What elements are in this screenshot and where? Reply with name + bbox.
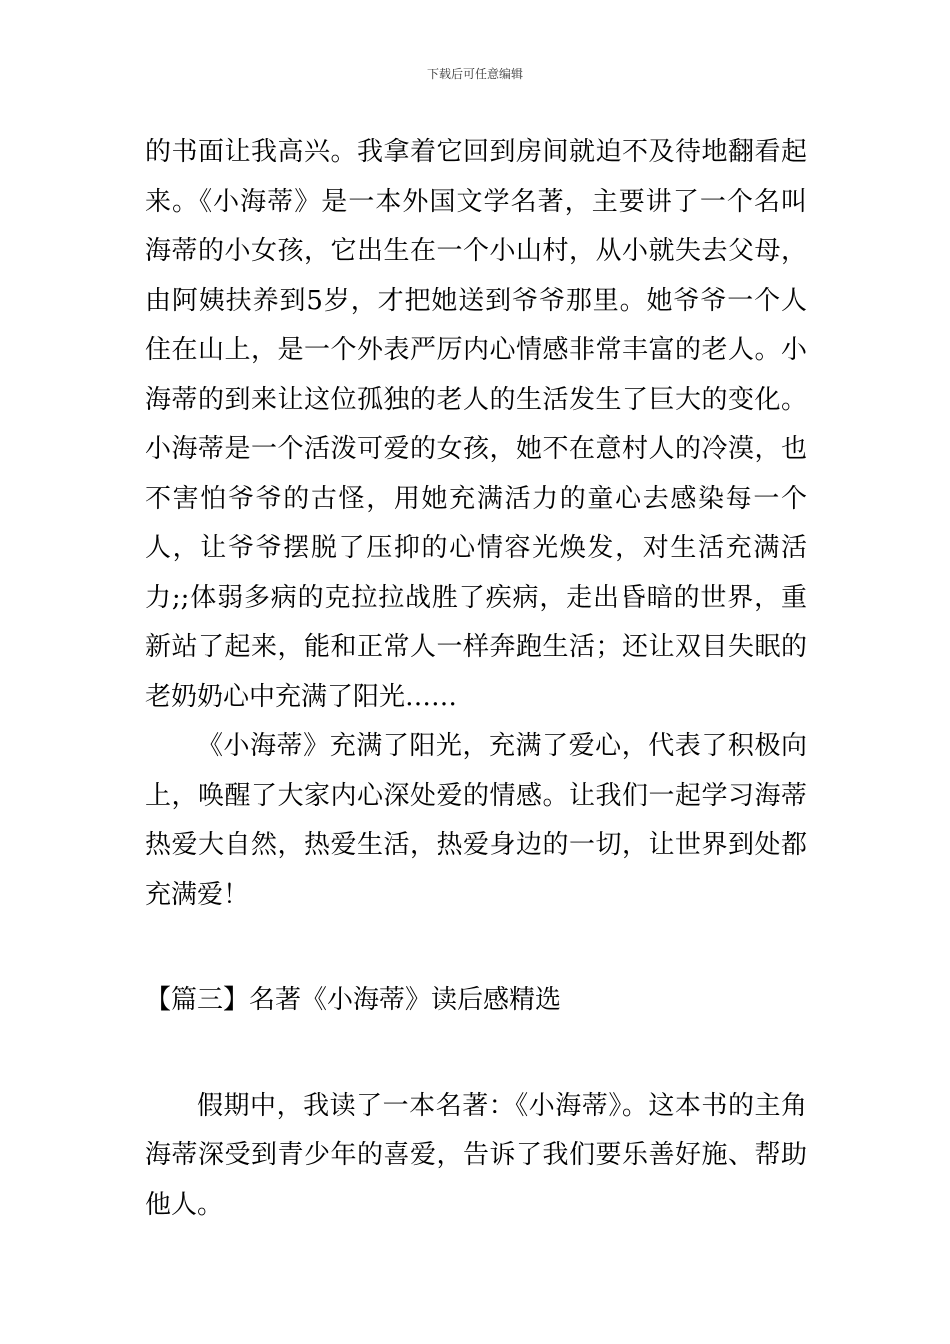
paragraph-2: 《小海蒂》充满了阳光，充满了爱心，代表了积极向上，唤醒了大家内心深处爱的情感。让我们一起学习海蒂热爱大自然，热爱生活，热爱身边的一切，让世界到处都充满爱！ [145,731,807,910]
paragraph-1: 的书面让我高兴。我拿着它回到房间就迫不及待地翻看起来。《小海蒂》是一本外国文学名著，主要讲了一个名叫海蒂的小女孩，它出生在一个小山村，从小就失去父母，由阿姨扶养到5岁，才把她送到爷爷那里。她爷爷一个人住在山上，是一个外表严厉内心情感非常丰富的老人。小海蒂的到来让这位孤独的老人的生活发生了巨大的变化。小海蒂是一个活泼可爱的女孩，她不在意村人的冷漠，也不害怕爷爷的古怪，用她充满活力的童心去感染每一个人，让爷爷摆脱了压抑的心情容光焕发，对生活充满活力;;体弱多病的克拉拉战胜了疾病，走出昏暗的世界，重新站了起来，能和正常人一样奔跑生活；还让双目失眠的老奶奶心中充满了阳光…… [145,137,807,712]
paragraph-3: 假期中，我读了一本名著：《小海蒂》。这本书的主角海蒂深受到青少年的喜爱，告诉了我们要乐善好施、帮助他人。 [145,1090,807,1220]
section-heading: 【篇三】名著《小海蒂》读后感精选 [145,985,562,1015]
page-header: 下载后可任意编辑 [426,67,523,81]
document-body [145,128,807,1230]
